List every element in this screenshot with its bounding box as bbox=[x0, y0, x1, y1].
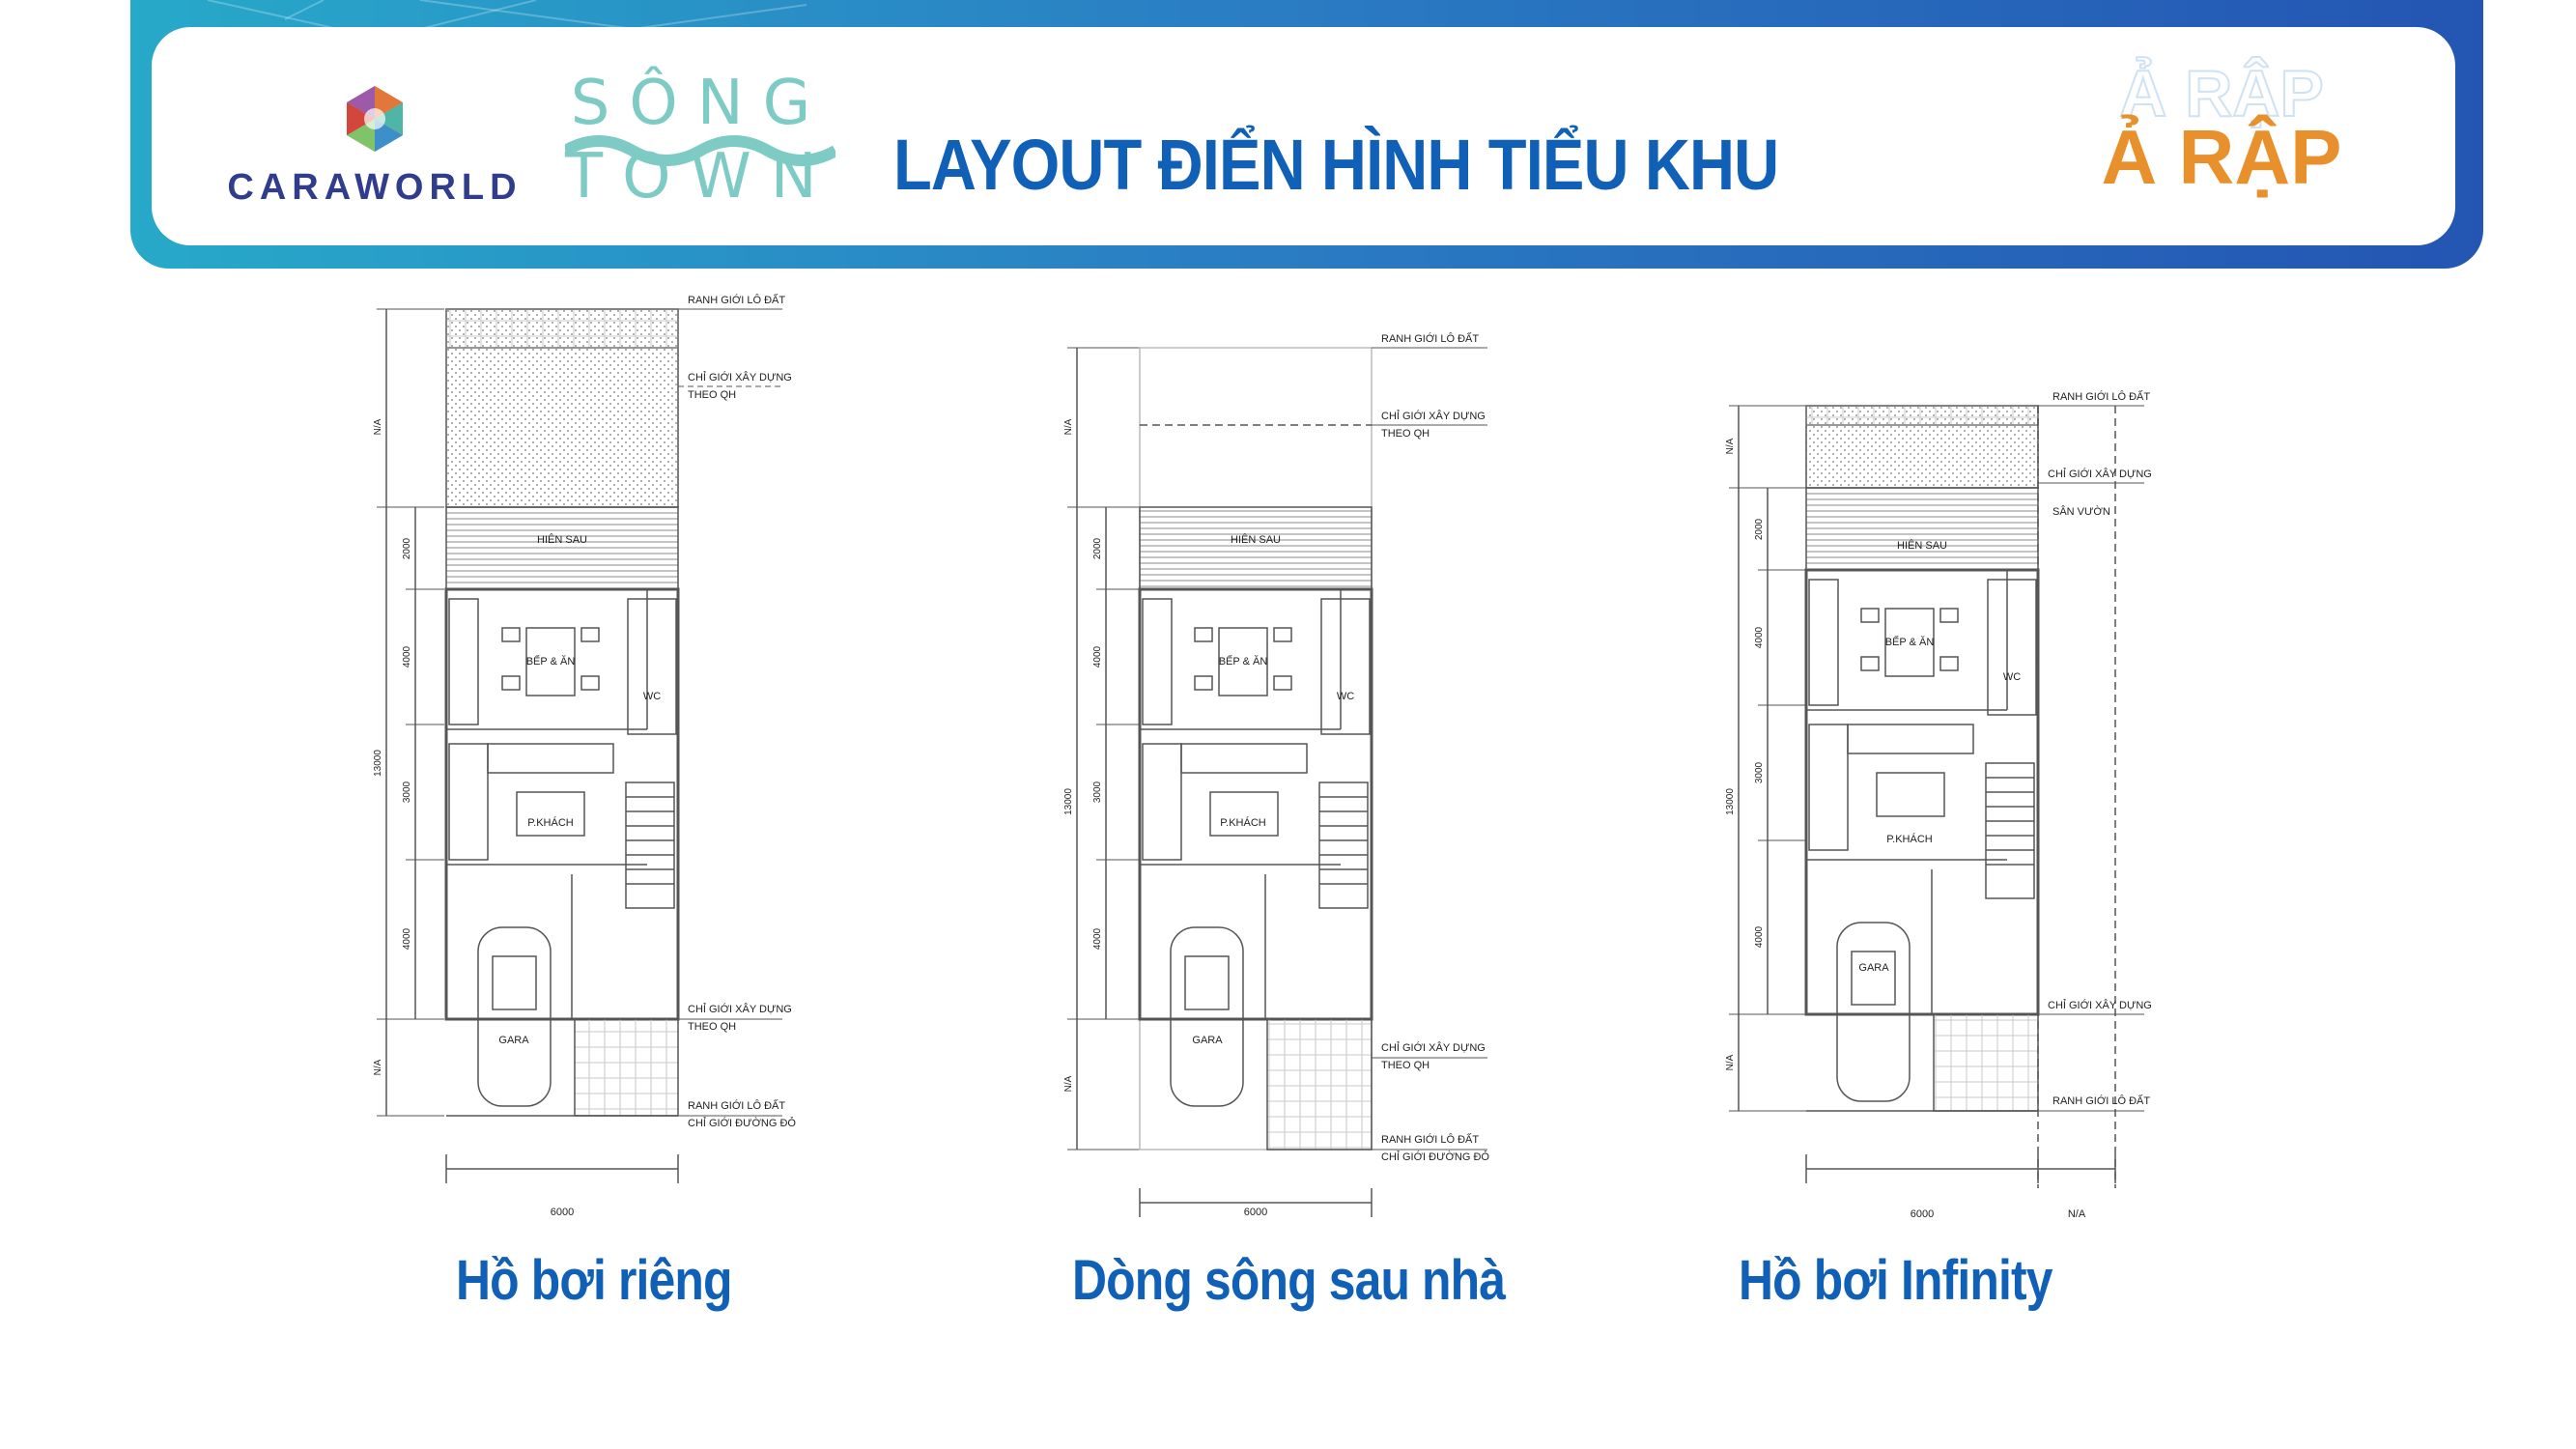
label-build-line-bottom-qh: THEO QH bbox=[1381, 1060, 1430, 1071]
plan-private-pool bbox=[357, 290, 821, 1236]
plan-river-back bbox=[1053, 328, 1516, 1236]
dim-4000-b: 4000 bbox=[402, 927, 412, 951]
dim-2000: 2000 bbox=[402, 537, 412, 560]
label-backyard: HIÊN SAU bbox=[537, 534, 587, 546]
arap-logo bbox=[2077, 39, 2357, 213]
label-build-line-top: CHỈ GIỚI XÂY DỰNG bbox=[1381, 411, 1486, 422]
dim-4000-a: 4000 bbox=[402, 645, 412, 668]
dim-na-top: N/A bbox=[373, 418, 383, 436]
dim-3000: 3000 bbox=[402, 781, 412, 804]
plan-infinity-pool bbox=[1719, 386, 2183, 1236]
label-backyard: HIÊN SAU bbox=[1897, 540, 1947, 552]
label-build-line-bottom-qh: THEO QH bbox=[688, 1021, 737, 1033]
label-build-line-top-qh: THEO QH bbox=[1381, 428, 1430, 440]
label-build-line-top: CHỈ GIỚI XÂY DỰNG bbox=[2048, 469, 2152, 480]
dim-na-top: N/A bbox=[1063, 418, 1074, 436]
label-boundary-bottom: RANH GIỚI LÔ ĐẤT bbox=[1381, 1134, 1480, 1146]
label-wc: WC bbox=[1336, 691, 1355, 702]
label-build-line-bottom: CHỈ GIỚI XÂY DỰNG bbox=[1381, 1042, 1486, 1054]
label-boundary-top: RANH GIỚI LÔ ĐẤT bbox=[1381, 333, 1480, 345]
dim-na-top: N/A bbox=[1725, 438, 1736, 455]
arap-main-text: Ả RẬP bbox=[2101, 114, 2342, 200]
caption-infinity-pool: Hồ bơi Infinity bbox=[1739, 1249, 2052, 1312]
label-backyard: HIÊN SAU bbox=[1231, 534, 1281, 546]
dim-na-bottom: N/A bbox=[1725, 1054, 1736, 1071]
dim-width-extra: N/A bbox=[2067, 1208, 2086, 1220]
label-living: P.KHÁCH bbox=[527, 817, 574, 829]
dim-3000: 3000 bbox=[1754, 761, 1765, 784]
dim-total: 13000 bbox=[373, 750, 383, 777]
dim-4000-b: 4000 bbox=[1092, 927, 1103, 951]
label-boundary-bottom: RANH GIỚI LÔ ĐẤT bbox=[688, 1100, 786, 1112]
dim-4000-a: 4000 bbox=[1754, 626, 1765, 649]
label-kitchen: BẾP & ĂN bbox=[525, 656, 576, 668]
caption-private-pool: Hồ bơi riêng bbox=[456, 1249, 732, 1312]
caption-river-back: Dòng sông sau nhà bbox=[1072, 1249, 1506, 1312]
label-boundary-top: RANH GIỚI LÔ ĐẤT bbox=[2052, 391, 2151, 403]
dim-width: 6000 bbox=[1910, 1208, 1935, 1220]
label-red-line: CHỈ GIỚI ĐƯỜNG ĐỎ bbox=[1381, 1151, 1489, 1163]
label-kitchen: BẾP & ĂN bbox=[1218, 656, 1268, 668]
label-kitchen: BẾP & ĂN bbox=[1884, 637, 1935, 648]
dim-width: 6000 bbox=[550, 1207, 575, 1218]
label-garage: GARA bbox=[498, 1035, 529, 1046]
label-garden: SÂN VƯỜN bbox=[2052, 506, 2110, 518]
dim-total: 13000 bbox=[1063, 788, 1074, 815]
dim-2000: 2000 bbox=[1754, 518, 1765, 541]
dim-2000: 2000 bbox=[1092, 537, 1103, 560]
label-build-line-bottom: CHỈ GIỚI XÂY DỰNG bbox=[688, 1004, 792, 1015]
label-living: P.KHÁCH bbox=[1886, 834, 1933, 845]
label-wc: WC bbox=[2002, 671, 2022, 683]
label-wc: WC bbox=[642, 691, 662, 702]
label-boundary-top: RANH GIỚI LÔ ĐẤT bbox=[688, 295, 786, 306]
dim-total: 13000 bbox=[1725, 788, 1736, 815]
label-garage: GARA bbox=[1858, 962, 1889, 974]
arap-outline-text: Ả RẬP bbox=[2119, 57, 2324, 130]
label-build-line-top: CHỈ GIỚI XÂY DỰNG bbox=[688, 372, 792, 384]
songtown-logo bbox=[565, 68, 835, 213]
dim-3000: 3000 bbox=[1092, 781, 1103, 804]
label-boundary-bottom: RANH GIỚI LÔ ĐẤT bbox=[2052, 1095, 2151, 1107]
dim-na-bottom: N/A bbox=[1063, 1075, 1074, 1093]
label-build-line-bottom: CHỈ GIỚI XÂY DỰNG bbox=[2048, 1000, 2152, 1011]
dim-na-bottom: N/A bbox=[373, 1059, 383, 1076]
caraworld-wordmark: CARAWORLD bbox=[227, 167, 523, 208]
dim-width: 6000 bbox=[1243, 1207, 1268, 1218]
dim-4000-a: 4000 bbox=[1092, 645, 1103, 668]
label-garage: GARA bbox=[1192, 1035, 1223, 1046]
caraworld-emblem-icon bbox=[211, 82, 539, 169]
label-living: P.KHÁCH bbox=[1220, 817, 1266, 829]
songtown-line1: SÔNG bbox=[570, 68, 831, 139]
caraworld-logo bbox=[211, 82, 539, 208]
label-red-line: CHỈ GIỚI ĐƯỜNG ĐỎ bbox=[688, 1118, 796, 1129]
label-build-line-top-qh: THEO QH bbox=[688, 389, 737, 401]
dim-4000-b: 4000 bbox=[1754, 925, 1765, 949]
songtown-line2: TOWN bbox=[565, 141, 836, 213]
page-title: LAYOUT ĐIỂN HÌNH TIỂU KHU bbox=[893, 125, 1779, 205]
